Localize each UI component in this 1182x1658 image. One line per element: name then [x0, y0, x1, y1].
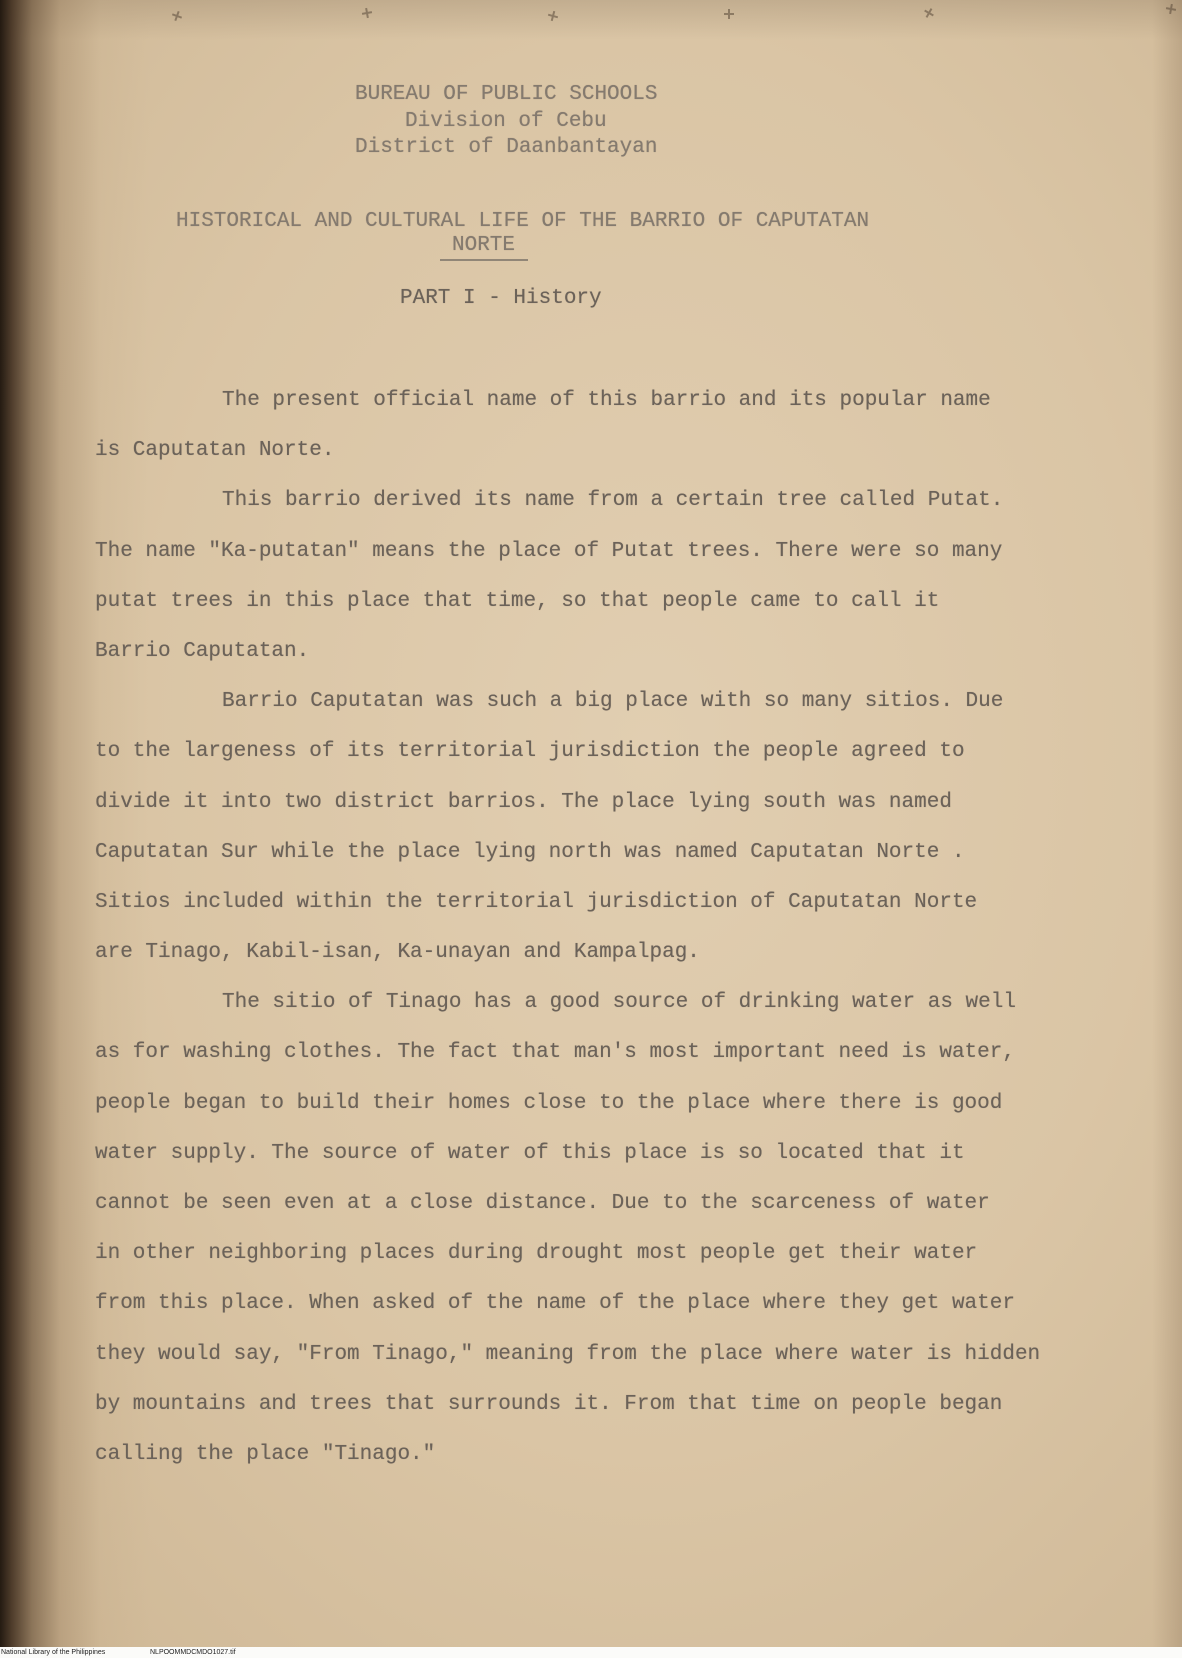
bureau-name: BUREAU OF PUBLIC SCHOOLS: [355, 83, 658, 106]
part-heading: PART I - History: [400, 287, 602, 310]
body-line: This barrio derived its name from a certain tree called Putat.: [222, 489, 1004, 513]
body-line: to the largeness of its territorial jurisdiction the people agreed to: [95, 740, 965, 764]
body-line: they would say, "From Tinago," meaning from the place where water is hidden: [95, 1342, 1041, 1366]
district-name: District of Daanbantayan: [355, 136, 658, 159]
body-line: The present official name of this barrio and its popular name: [222, 389, 991, 412]
paragraph-2: [0, 476, 1182, 677]
punch-mark: [922, 6, 936, 20]
punch-mark: [724, 9, 734, 19]
library-credit: National Library of the Philippines: [1, 1649, 106, 1656]
paragraph-1: [0, 376, 1182, 476]
body-line: as for washing clothes. The fact that man's most important need is water,: [95, 1041, 1015, 1065]
body-line: people began to build their homes close to the place where there is good: [95, 1091, 1003, 1115]
division-name: Division of Cebu: [405, 110, 607, 133]
body-line: cannot be seen even at a close distance. Due to the scarceness of water: [95, 1192, 990, 1215]
body-line: Barrio Caputatan.: [95, 639, 310, 663]
body-line: is Caputatan Norte.: [95, 439, 335, 463]
title-line-2: NORTE: [452, 234, 516, 257]
title-underline: [440, 259, 528, 261]
body-line: from this place. When asked of the name of the place where they get water: [95, 1292, 1015, 1316]
scan-footer: [0, 1647, 1182, 1658]
body-line: are Tinago, Kabil-isan, Ka-unayan and Kampalpag.: [95, 941, 700, 965]
body-text: [0, 376, 1182, 1480]
body-line: Sitios included within the territorial jurisdiction of Caputatan Norte: [95, 890, 978, 914]
punch-mark: [171, 10, 184, 23]
punch-mark: [361, 7, 373, 19]
body-line: The name "Ka-putatan" means the place of Putat trees. There were so many: [95, 539, 1003, 563]
body-line: in other neighboring places during drought most people get their water: [95, 1242, 978, 1266]
body-line: calling the place "Tinago.": [95, 1442, 436, 1466]
paragraph-3: [0, 677, 1182, 978]
punch-mark: [1165, 3, 1177, 15]
body-line: by mountains and trees that surrounds it. From that time on people began: [95, 1392, 1003, 1416]
body-line: putat trees in this place that time, so that people came to call it: [95, 589, 940, 613]
scan-filename: NLPOOMMDCMDO1027.tif: [150, 1649, 236, 1656]
title-line-1: HISTORICAL AND CULTURAL LIFE OF THE BARRIO OF CAPUTATAN: [176, 210, 870, 233]
body-line: water supply. The source of water of this place is so located that it: [95, 1141, 965, 1165]
body-line: The sitio of Tinago has a good source of drinking water as well: [222, 991, 1016, 1015]
body-line: Caputatan Sur while the place lying north was named Caputatan Norte .: [95, 840, 965, 864]
body-line: Barrio Caputatan was such a big place with so many sitios. Due: [222, 690, 1004, 714]
paragraph-4: [0, 978, 1182, 1480]
punch-mark: [547, 10, 559, 22]
body-line: divide it into two district barrios. The place lying south was named: [95, 790, 952, 814]
